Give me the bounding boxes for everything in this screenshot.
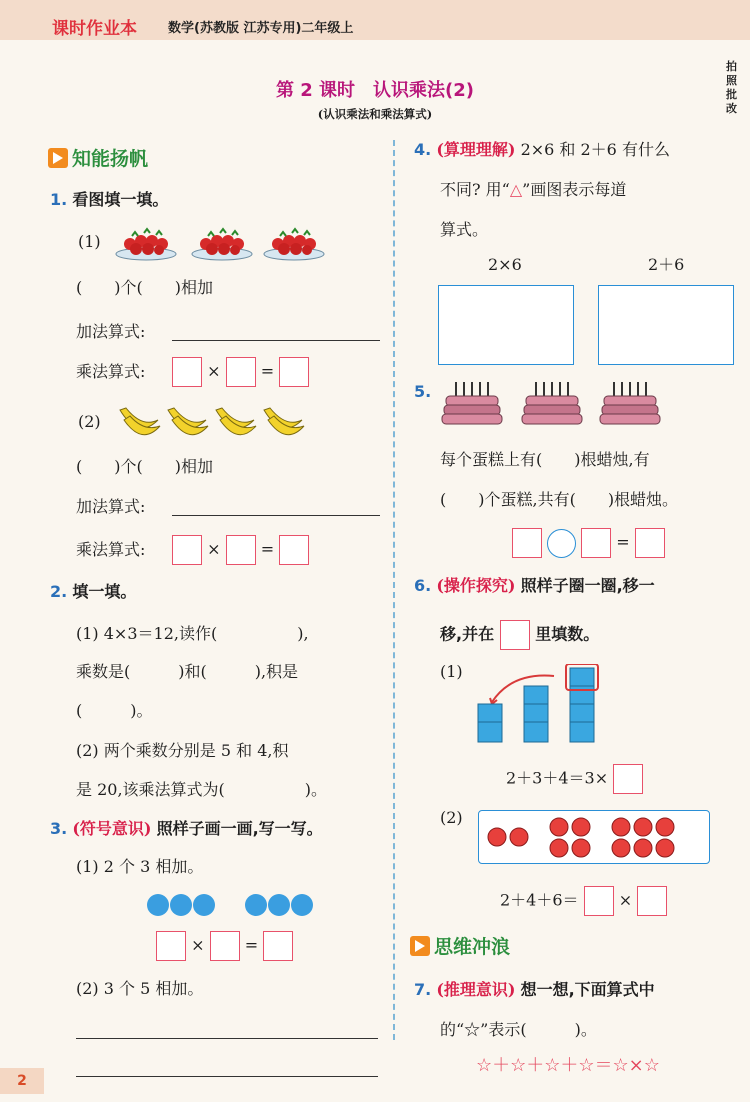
answer-box[interactable] [637,886,667,916]
q6-heading [414,576,655,596]
lesson-subtitle: (认识乘法和乘法算式) [317,107,433,121]
q6-eq2 [500,886,667,916]
q4-draw-box-2[interactable] [598,285,734,365]
q6-line2 [440,620,599,650]
equals-sign: = [616,532,630,552]
q1-p1-label: (1) [78,232,101,251]
section-label: 思维冲浪 [434,936,511,958]
q4-line2 [440,180,626,200]
q3-heading [50,819,323,839]
q3-number: 3. [50,819,68,838]
q6-eq1 [506,764,643,794]
q2-title: 填一填。 [72,582,137,601]
q7-number: 7. [414,980,432,999]
page-number: 2 [0,1068,44,1094]
q7-heading [414,980,655,1000]
book-title: 数学(苏教版 江苏专用)二年级上 [168,21,354,36]
answer-box[interactable] [279,357,309,387]
q2-line3: ( )。 [76,701,153,720]
q3-answer-line1 [76,1038,378,1039]
q1-mul-boxes [172,357,309,387]
answer-box[interactable] [512,528,542,558]
q1-title: 看图填一填。 [72,190,169,209]
answer-box[interactable] [263,931,293,961]
q4-heading [414,140,670,160]
q4-line1: 2×6 和 2＋6 有什么 [520,140,670,159]
q6-p2: (2) [440,808,463,827]
section-zhineng [48,144,148,171]
banana-bunches-image [116,400,316,440]
section-flag-icon [410,936,430,956]
times-sign: × [207,539,221,559]
times-sign: × [191,935,205,955]
cakes-image [436,380,736,430]
q2-line2: 乘数是( )和( ),积是 [76,662,299,681]
answer-box[interactable] [581,528,611,558]
q1-mul-boxes2 [172,535,309,565]
q4-line2a: 不同? 用“ [440,180,510,199]
q4-expr2: 2＋6 [648,255,685,274]
lesson-title: 第 2 课时 认识乘法(2) [275,80,475,101]
equals-sign: = [260,361,275,381]
q6-tag: (操作探究) [436,576,516,595]
answer-box[interactable] [172,357,202,387]
q1-mul-label: 乘法算式: [76,362,146,381]
answer-box[interactable] [635,528,665,558]
q3-title: 照样子画一画,写一写。 [156,819,323,838]
example-box [500,620,530,650]
strawberry-plates-image [114,222,384,262]
q5-line1: 每个蛋糕上有( )根蜡烛,有 [440,450,650,469]
answer-box[interactable] [584,886,614,916]
answer-box[interactable] [279,535,309,565]
q2-line1: (1) 4×3＝12,读作( ), [76,624,309,643]
q3-p1: (1) 2 个 3 相加。 [76,857,204,876]
q5-line2: ( )个蛋糕,共有( )根蜡烛。 [440,490,679,509]
triangle-icon: △ [509,180,523,199]
answer-box[interactable] [226,357,256,387]
q5-number: 5. [414,382,432,401]
q1-add-line [172,340,380,341]
equals-sign: = [260,539,275,559]
q1-p1-text: ( )个( )相加 [76,278,213,297]
q4-line3: 算式。 [440,220,489,239]
q1-p2-label: (2) [78,412,101,431]
q5-boxes [512,528,665,558]
q7-expression: ☆＋☆＋☆＋☆＝☆×☆ [476,1055,660,1076]
q5-number-wrap [414,382,431,402]
side-label: 拍照批改 [726,60,737,115]
q4-draw-box-1[interactable] [438,285,574,365]
q1-heading [50,190,168,210]
q1-p2-text: ( )个( )相加 [76,457,213,476]
cube-stacks-image [472,664,602,746]
q1-number: 1. [50,190,68,209]
answer-box[interactable] [613,764,643,794]
operator-circle[interactable] [547,529,576,558]
q2-line4: (2) 两个乘数分别是 5 和 4,积 [76,741,289,760]
q6-eq2-text: 2＋4＋6＝ [500,890,579,910]
q2-heading [50,582,136,602]
section-label: 知能扬帆 [72,148,149,170]
equals-sign: = [244,935,259,955]
column-divider [393,140,395,1040]
section-flag-icon [48,148,68,168]
q6-line1: 照样子圈一圈,移一 [520,576,655,595]
brand-title: 课时作业本 [52,19,137,39]
q4-tag: (算理理解) [436,140,516,159]
q3-tag: (符号意识) [72,819,152,838]
q3-boxes [156,931,293,961]
q4-number: 4. [414,140,432,159]
answer-box[interactable] [172,535,202,565]
q7-line2: 的“☆”表示( )。 [440,1020,597,1039]
q1-add-label2: 加法算式: [76,497,146,516]
q4-expr1: 2×6 [488,255,522,274]
q6-p1: (1) [440,662,463,681]
q1-add-line2 [172,515,380,516]
q3-p2: (2) 3 个 5 相加。 [76,979,204,998]
q4-line2b: ”画图表示每道 [522,180,627,199]
q1-mul-label2: 乘法算式: [76,540,146,559]
q7-line1: 想一想,下面算式中 [520,980,655,999]
times-sign: × [207,361,221,381]
blue-dots-image [146,893,346,917]
q6-line2a: 移,并在 [440,624,495,644]
apples-box [478,810,710,864]
q6-number: 6. [414,576,432,595]
q2-number: 2. [50,582,68,601]
answer-box[interactable] [210,931,240,961]
times-sign: × [618,890,633,910]
q6-line2b: 里填数。 [535,624,600,644]
q7-tag: (推理意识) [436,980,516,999]
answer-box[interactable] [156,931,186,961]
section-siwei [410,932,510,959]
q1-add-label: 加法算式: [76,322,146,341]
q2-line5: 是 20,该乘法算式为( )。 [76,780,328,799]
answer-box[interactable] [226,535,256,565]
q6-eq1-text: 2＋3＋4＝3× [506,768,609,788]
q3-answer-line2 [76,1076,378,1077]
